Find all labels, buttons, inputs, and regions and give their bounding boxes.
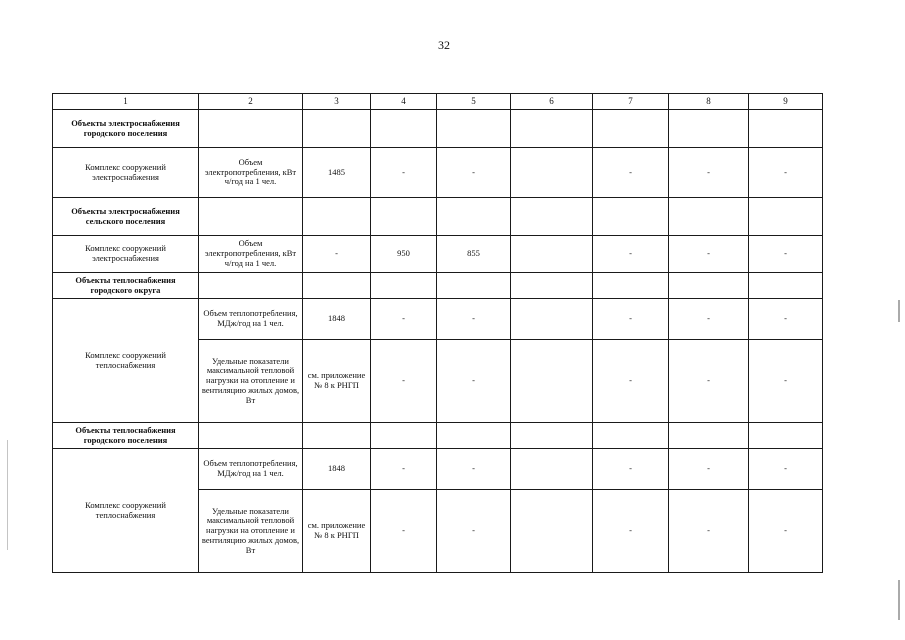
section-title: Объекты теплоснабжения городского округа <box>53 273 199 299</box>
object-cell: Комплекс сооружений электроснабжения <box>53 236 199 273</box>
header-cell: 7 <box>593 94 669 110</box>
value-cell: - <box>371 340 437 423</box>
section-title: Объекты электроснабжения сельского поселения <box>53 198 199 236</box>
empty-cell <box>511 273 593 299</box>
value-cell: - <box>437 449 511 490</box>
indicator-cell: Объем теплопотребления, МДж/год на 1 чел. <box>199 299 303 340</box>
value-cell: - <box>749 490 823 573</box>
scan-artifact <box>898 580 900 620</box>
value-cell: - <box>437 490 511 573</box>
empty-cell <box>371 198 437 236</box>
value-cell: - <box>749 340 823 423</box>
value-cell: - <box>593 340 669 423</box>
object-cell: Комплекс сооружений теплоснабжения <box>53 299 199 423</box>
empty-cell <box>199 423 303 449</box>
value-cell <box>511 490 593 573</box>
object-cell: Комплекс сооружений теплоснабжения <box>53 449 199 573</box>
section-row <box>53 423 823 449</box>
header-cell: 4 <box>371 94 437 110</box>
value-cell: - <box>669 340 749 423</box>
empty-cell <box>303 273 371 299</box>
value-cell <box>511 449 593 490</box>
value-cell: - <box>749 148 823 198</box>
data-row <box>53 299 823 340</box>
standards-table <box>52 93 823 573</box>
empty-cell <box>511 198 593 236</box>
indicator-cell: Объем электропотребления, кВт ч/год на 1 чел. <box>199 236 303 273</box>
empty-cell <box>669 423 749 449</box>
value-cell: 950 <box>371 236 437 273</box>
value-cell: - <box>303 236 371 273</box>
scan-artifact <box>898 300 900 322</box>
value-cell: - <box>749 449 823 490</box>
section-row <box>53 110 823 148</box>
empty-cell <box>669 198 749 236</box>
value-cell: см. приложение № 8 к РНГП <box>303 340 371 423</box>
value-cell: - <box>669 236 749 273</box>
empty-cell <box>437 110 511 148</box>
object-cell: Комплекс сооружений электроснабжения <box>53 148 199 198</box>
empty-cell <box>669 110 749 148</box>
header-cell: 1 <box>53 94 199 110</box>
data-row <box>53 449 823 490</box>
empty-cell <box>593 110 669 148</box>
value-cell: - <box>593 449 669 490</box>
value-cell: 1485 <box>303 148 371 198</box>
value-cell: - <box>669 490 749 573</box>
empty-cell <box>199 198 303 236</box>
indicator-cell: Объем электропотребления, кВт ч/год на 1 чел. <box>199 148 303 198</box>
empty-cell <box>303 423 371 449</box>
empty-cell <box>593 423 669 449</box>
value-cell: 855 <box>437 236 511 273</box>
empty-cell <box>199 110 303 148</box>
value-cell <box>511 299 593 340</box>
header-cell: 6 <box>511 94 593 110</box>
value-cell: - <box>593 299 669 340</box>
value-cell: - <box>437 299 511 340</box>
value-cell: 1848 <box>303 299 371 340</box>
section-row <box>53 198 823 236</box>
value-cell: - <box>371 148 437 198</box>
value-cell <box>511 236 593 273</box>
empty-cell <box>749 423 823 449</box>
empty-cell <box>511 110 593 148</box>
data-row <box>53 148 823 198</box>
empty-cell <box>749 198 823 236</box>
value-cell: - <box>437 148 511 198</box>
value-cell: 1848 <box>303 449 371 490</box>
header-cell: 3 <box>303 94 371 110</box>
value-cell: - <box>669 299 749 340</box>
value-cell: - <box>749 236 823 273</box>
empty-cell <box>199 273 303 299</box>
empty-cell <box>669 273 749 299</box>
section-row <box>53 273 823 299</box>
header-cell: 5 <box>437 94 511 110</box>
section-title: Объекты электроснабжения городского поселения <box>53 110 199 148</box>
empty-cell <box>303 110 371 148</box>
value-cell: - <box>371 299 437 340</box>
empty-cell <box>749 273 823 299</box>
header-cell: 9 <box>749 94 823 110</box>
header-cell: 8 <box>669 94 749 110</box>
value-cell: - <box>371 490 437 573</box>
value-cell: - <box>593 148 669 198</box>
empty-cell <box>303 198 371 236</box>
empty-cell <box>437 198 511 236</box>
empty-cell <box>593 273 669 299</box>
empty-cell <box>593 198 669 236</box>
value-cell: - <box>669 148 749 198</box>
page-number: 32 <box>438 38 450 52</box>
value-cell: - <box>669 449 749 490</box>
data-row <box>53 236 823 273</box>
header-cell: 2 <box>199 94 303 110</box>
indicator-cell: Удельные показатели максимальной тепловой нагрузки на отопление и вентиляцию жилых домов, Вт <box>199 340 303 423</box>
empty-cell <box>371 273 437 299</box>
value-cell: - <box>593 236 669 273</box>
empty-cell <box>749 110 823 148</box>
empty-cell <box>371 110 437 148</box>
header-row <box>53 94 823 110</box>
empty-cell <box>371 423 437 449</box>
indicator-cell: Удельные показатели максимальной тепловой нагрузки на отопление и вентиляцию жилых домов, Вт <box>199 490 303 573</box>
value-cell: - <box>593 490 669 573</box>
empty-cell <box>511 423 593 449</box>
value-cell: - <box>437 340 511 423</box>
section-title: Объекты теплоснабжения городского поселения <box>53 423 199 449</box>
value-cell: - <box>749 299 823 340</box>
indicator-cell: Объем теплопотребления, МДж/год на 1 чел. <box>199 449 303 490</box>
empty-cell <box>437 423 511 449</box>
value-cell <box>511 148 593 198</box>
value-cell <box>511 340 593 423</box>
value-cell: см. приложение № 8 к РНГП <box>303 490 371 573</box>
scan-artifact <box>7 440 8 550</box>
empty-cell <box>437 273 511 299</box>
value-cell: - <box>371 449 437 490</box>
